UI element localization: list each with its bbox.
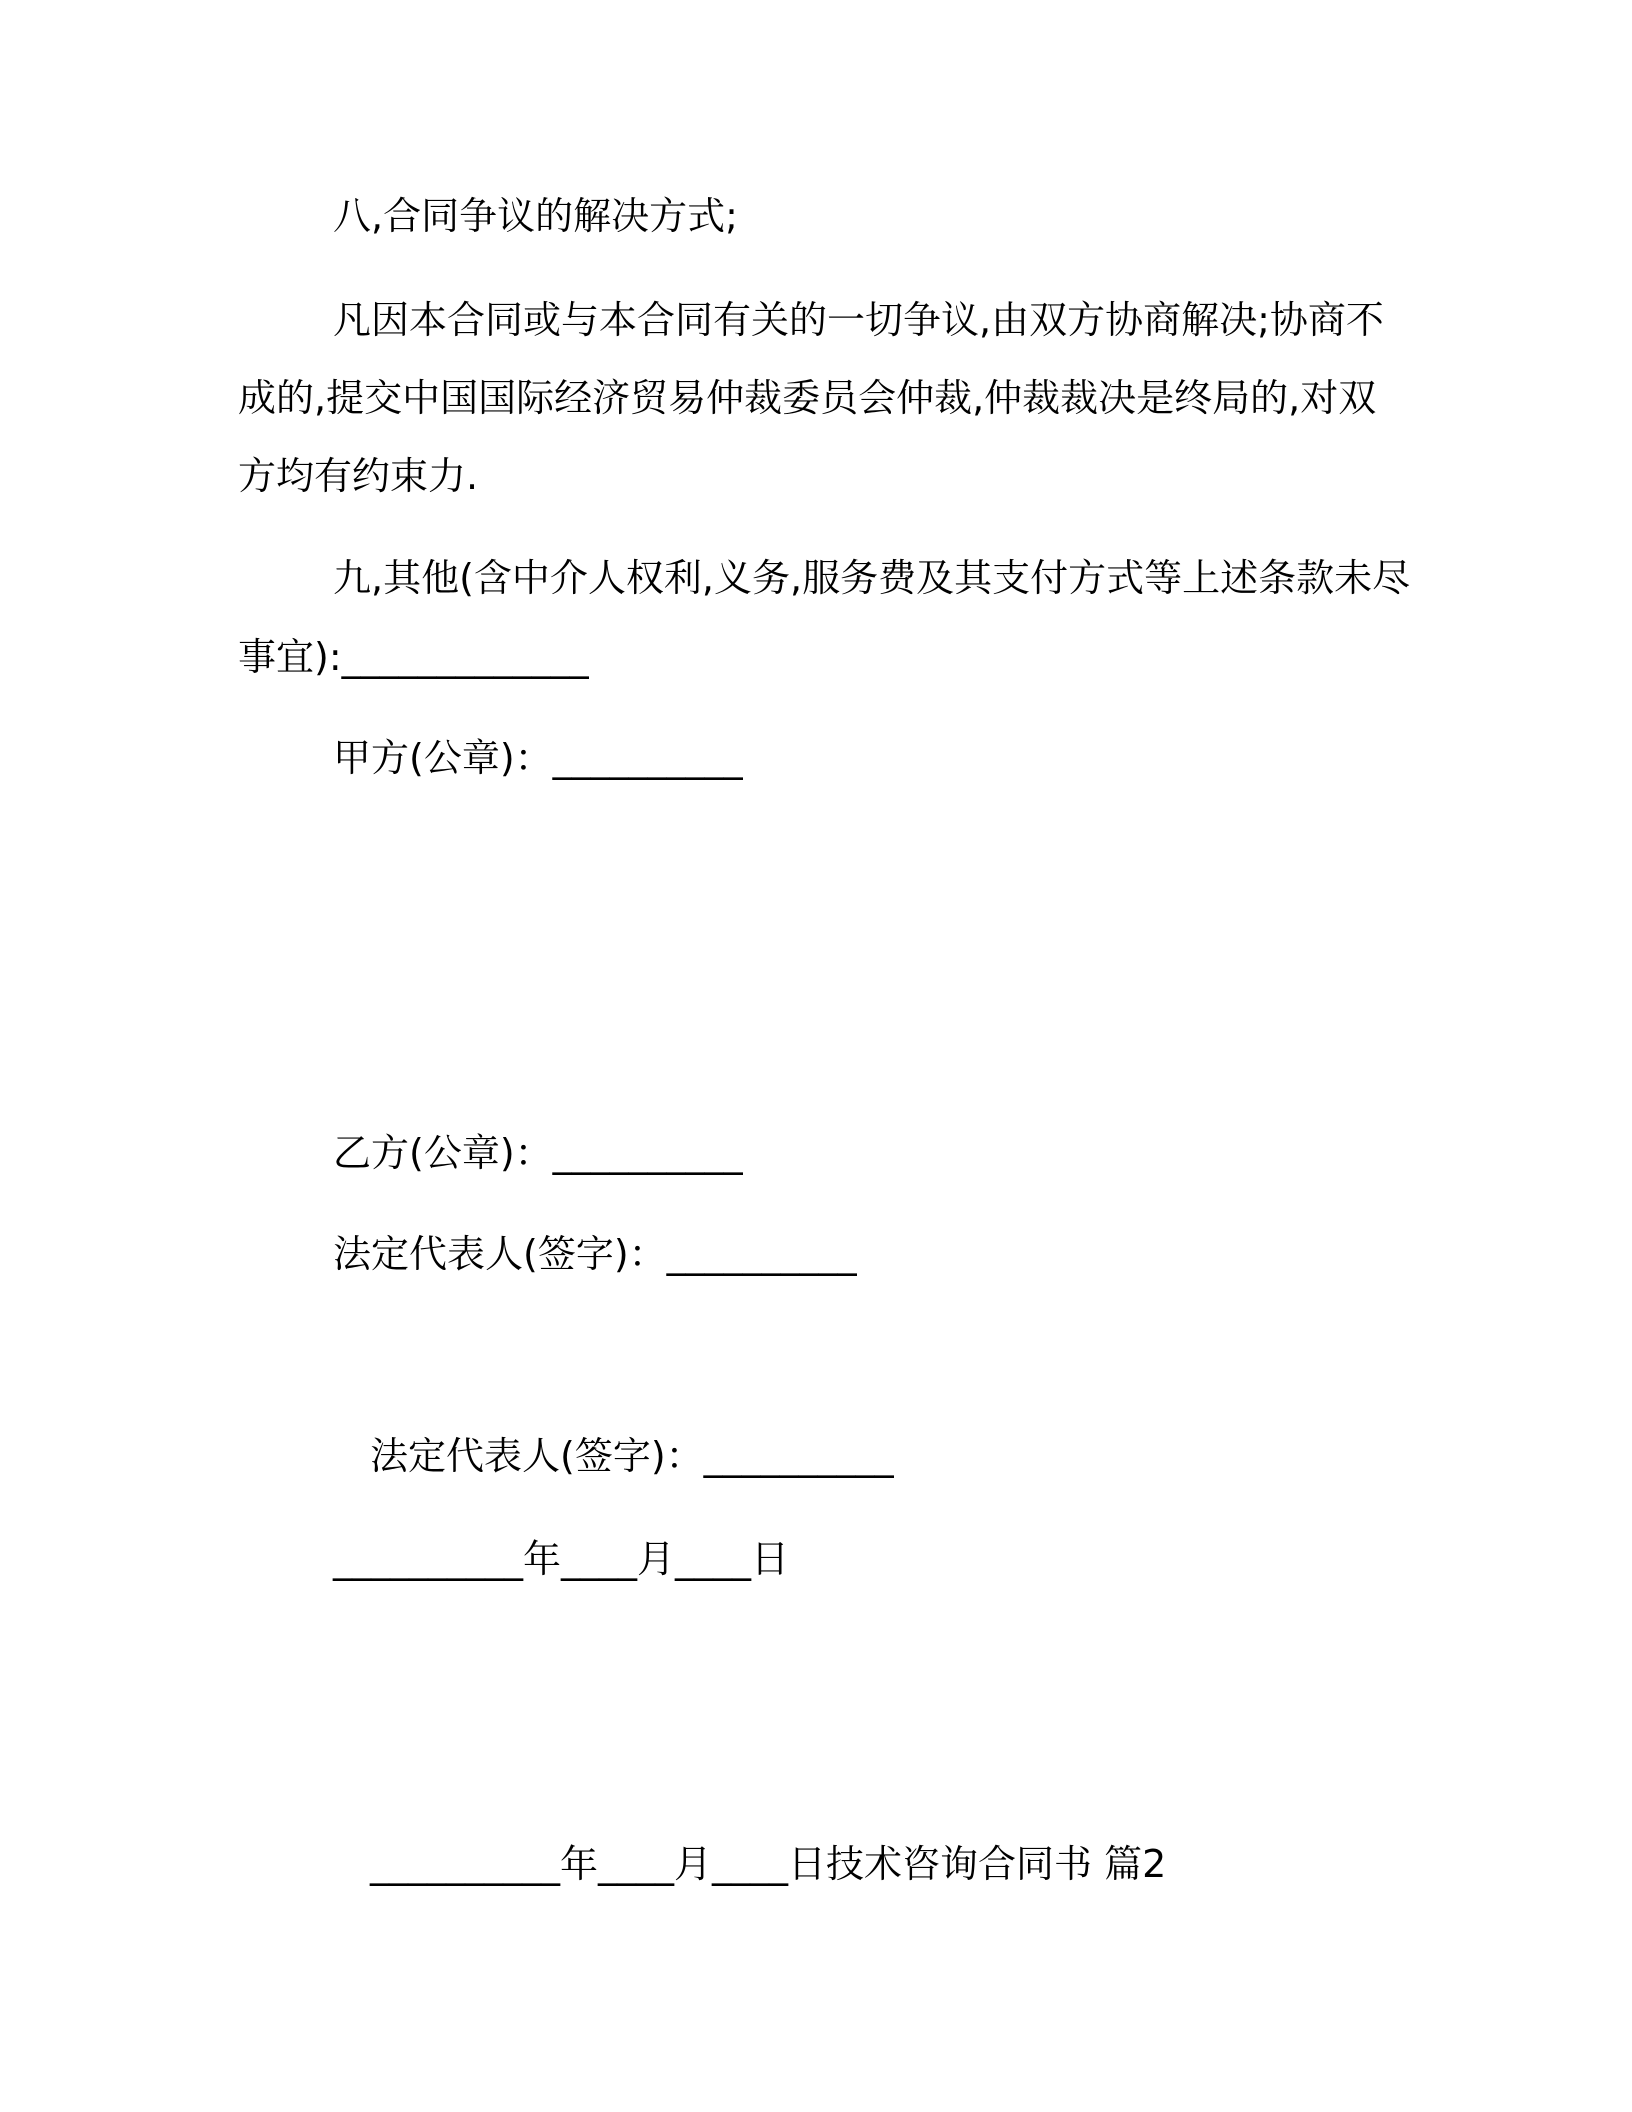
section-8-body-line-1: 凡因本合同或与本合同有关的一切争议,由双方协商解决;协商不 bbox=[333, 298, 1384, 342]
party-a-seal-line: 甲方(公章)：__________ bbox=[333, 736, 743, 780]
section-9-line-2: 事宜):_____________ bbox=[238, 635, 589, 679]
party-b-seal-line: 乙方(公章)：__________ bbox=[333, 1131, 743, 1175]
legal-rep-signature-line-2: 法定代表人(签字)：__________ bbox=[370, 1434, 894, 1478]
section-9-line-1: 九,其他(含中介人权利,义务,服务费及其支付方式等上述条款未尽 bbox=[333, 556, 1411, 600]
section-8-body-line-3: 方均有约束力. bbox=[238, 454, 479, 498]
section-8-body-line-2: 成的,提交中国国际经济贸易仲裁委员会仲裁,仲裁裁决是终局的,对双 bbox=[238, 376, 1377, 420]
legal-rep-signature-line-1: 法定代表人(签字)：__________ bbox=[333, 1232, 857, 1276]
section-8-heading: 八,合同争议的解决方式; bbox=[333, 194, 738, 238]
next-contract-title: __________年____月____日技术咨询合同书 篇2 bbox=[370, 1842, 1167, 1886]
date-line: __________年____月____日 bbox=[333, 1537, 790, 1581]
